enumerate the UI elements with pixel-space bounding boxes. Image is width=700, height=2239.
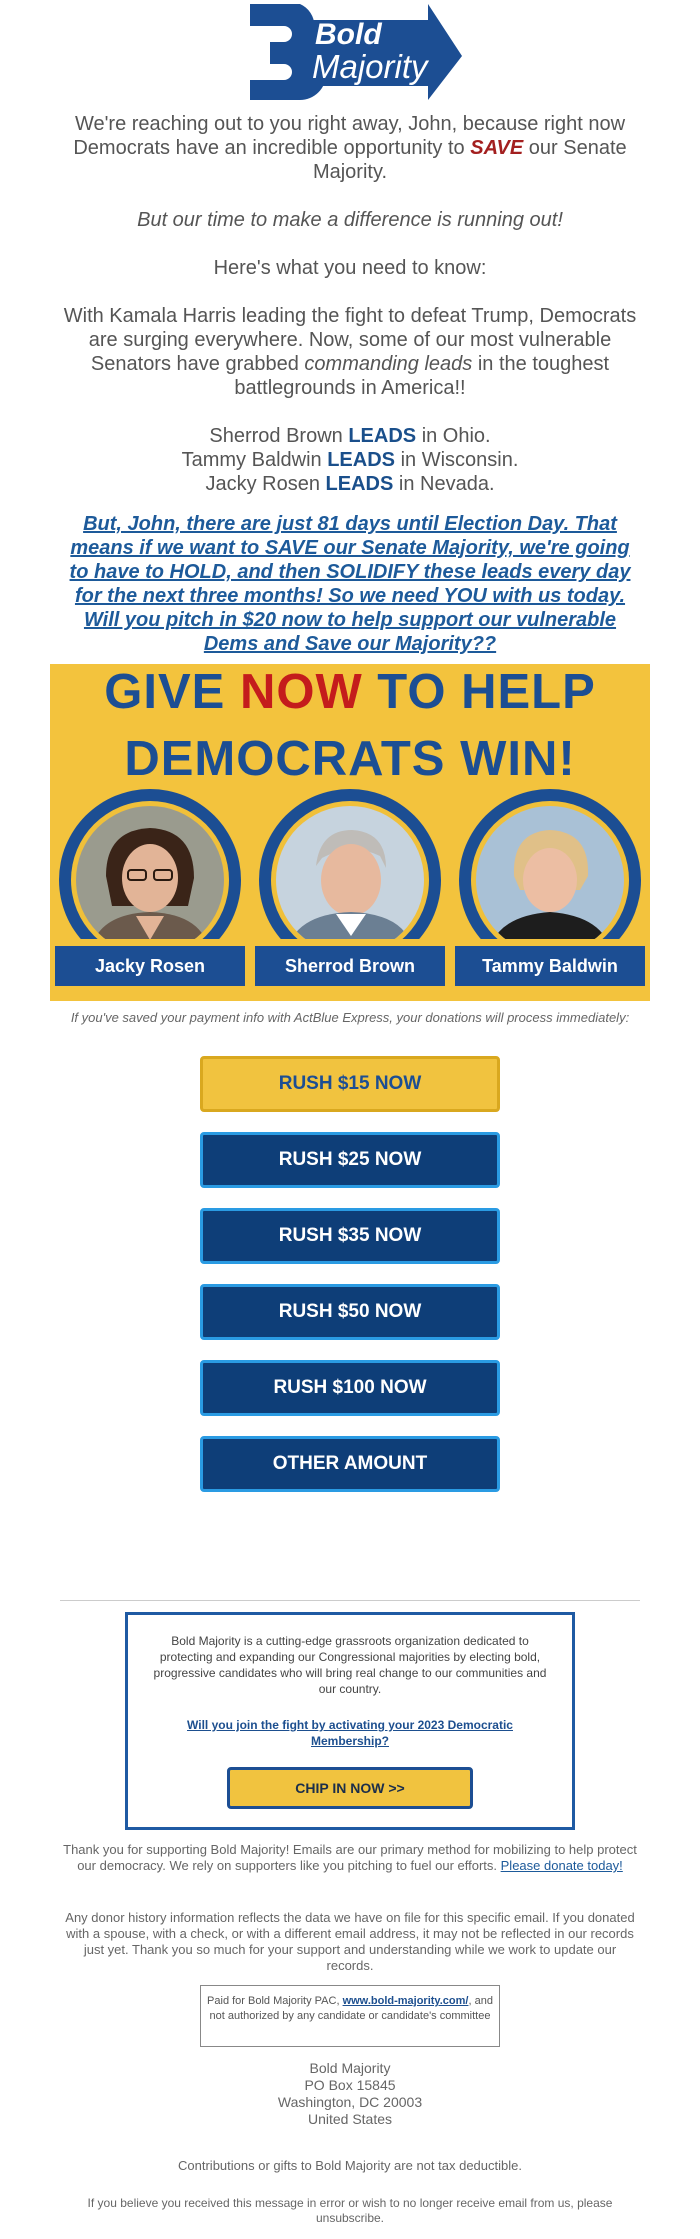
- person-icon: [76, 806, 224, 954]
- candidate-card: [455, 789, 645, 1001]
- leads-word: LEADS: [348, 425, 417, 447]
- surging-paragraph: [55, 304, 645, 400]
- section-divider: [60, 1600, 640, 1601]
- save-emphasis: SAVE: [470, 137, 524, 159]
- lead-name: Tammy Baldwin: [181, 449, 322, 471]
- portrait-ring-inner: [271, 801, 429, 959]
- candidate-name-plate: Sherrod Brown: [255, 946, 445, 986]
- address-line: Bold Majority: [309, 2060, 391, 2076]
- lead-line: [55, 448, 645, 472]
- person-icon: [476, 806, 624, 954]
- membership-link[interactable]: Will you join the fight by activating your 2023 Democratic Membership?: [187, 1718, 513, 1748]
- website-link[interactable]: www.bold-majority.com/: [342, 1995, 469, 2007]
- need-to-know-text: Here's what you need to know:: [213, 257, 487, 279]
- candidate-portrait: [476, 806, 624, 954]
- lead-where: in Ohio.: [421, 425, 491, 447]
- lead-where: in Wisconsin.: [400, 449, 519, 471]
- portrait-ring-inner: [71, 801, 229, 959]
- logo-text-majority: Majority: [312, 48, 428, 85]
- mailing-address: [60, 2060, 640, 2128]
- banner-headline-1: [50, 664, 650, 720]
- running-out-text: But our time to make a difference is running out!: [137, 209, 563, 231]
- person-icon: [276, 806, 424, 954]
- thanks-text: Thank you for supporting Bold Majority! Emails are our primary method for mobilizing to help protect our democracy. We rely on supporters like you pitching to fuel our efforts.: [63, 1842, 637, 1873]
- lead-name: Jacky Rosen: [205, 473, 320, 495]
- banner-headline-2: DEMOCRATS WIN!: [124, 732, 576, 786]
- rush-25-button[interactable]: RUSH $25 NOW: [200, 1132, 500, 1188]
- donate-today-link[interactable]: Please donate today!: [500, 1858, 623, 1873]
- organization-description: Bold Majority is a cutting-edge grassroots organization dedicated to protecting and expanding our Congressional majorities by electing bold, progressive candidates who will bring real change to our communities and our country.: [153, 1634, 547, 1696]
- paid-text-end: , and not authorized by any candidate or candidate's committee: [209, 1995, 493, 2022]
- banner-give: GIVE: [104, 665, 240, 719]
- lead-line: [55, 472, 645, 496]
- rush-15-button[interactable]: RUSH $15 NOW: [200, 1056, 500, 1112]
- surging-text-end: in the toughest battlegrounds in America!!: [234, 353, 610, 399]
- lead-where: in Nevada.: [398, 473, 495, 495]
- rush-35-button[interactable]: RUSH $35 NOW: [200, 1208, 500, 1264]
- candidate-card: [55, 789, 245, 1001]
- intro-text-end: our Senate Majority.: [312, 137, 627, 183]
- banner-now: NOW: [239, 665, 363, 719]
- rush-50-button[interactable]: RUSH $50 NOW: [200, 1284, 500, 1340]
- intro-paragraph: [55, 112, 645, 184]
- unsubscribe-note[interactable]: If you believe you received this message in error or wish to no longer receive email from us, please unsubscribe.: [87, 2196, 613, 2225]
- membership-box: [125, 1612, 575, 1830]
- intro-text: We're reaching out to you right away, John, because right now Democrats have an incredible opportunity to: [73, 113, 626, 159]
- lead-name: Sherrod Brown: [209, 425, 343, 447]
- leads-word: LEADS: [327, 449, 396, 471]
- rush-100-button[interactable]: RUSH $100 NOW: [200, 1360, 500, 1416]
- lead-line: [55, 424, 645, 448]
- actblue-express-note: If you've saved your payment info with ActBlue Express, your donations will process immediately:: [70, 1010, 630, 1025]
- leads-word: LEADS: [325, 473, 394, 495]
- thanks-paragraph: [60, 1842, 640, 1874]
- address-line: Washington, DC 20003: [277, 2094, 423, 2110]
- chip-in-now-button[interactable]: CHIP IN NOW >>: [227, 1767, 473, 1809]
- candidate-card: [255, 789, 445, 1001]
- paid-for-disclaimer: [200, 1985, 500, 2047]
- donor-history-note: Any donor history information reflects the data we have on file for this specific email. If you donated with a spouse, with a check, or with a different email address, it may not be reflected in our records just yet. Thank you so much for your support and understanding while we work to update our records.: [65, 1910, 635, 1973]
- candidate-portrait: [276, 806, 424, 954]
- candidate-name-plate: Jacky Rosen: [55, 946, 245, 986]
- address-line: PO Box 15845: [304, 2077, 396, 2093]
- donate-20-link[interactable]: But, John, there are just 81 days until Election Day. That means if we want to SAVE our Senate Majority, we're going to have to HOLD, and then SOLIDIFY these leads every day for the next three months! So we need YOU with us today. Will you pitch in $20 now to help support our vulnerable Dems and Save our Majority??: [69, 513, 631, 655]
- portrait-ring-inner: [471, 801, 629, 959]
- candidate-name-plate: Tammy Baldwin: [455, 946, 645, 986]
- surging-text: With Kamala Harris leading the fight to defeat Trump, Democrats are surging everywhere. Now, some of our most vulnerable Senators have grabbed: [63, 305, 637, 375]
- give-now-banner[interactable]: [50, 664, 650, 1001]
- address-line: United States: [307, 2111, 393, 2127]
- candidate-portrait: [76, 806, 224, 954]
- tax-deductible-note: Contributions or gifts to Bold Majority are not tax deductible.: [178, 2158, 522, 2173]
- banner-to-help: TO HELP: [362, 665, 596, 719]
- bold-majority-logo[interactable]: [240, 0, 470, 104]
- leads-list: [55, 424, 645, 496]
- logo-text-bold: Bold: [315, 18, 382, 51]
- paid-text: Paid for Bold Majority PAC,: [207, 1995, 343, 2007]
- other-amount-button[interactable]: OTHER AMOUNT: [200, 1436, 500, 1492]
- commanding-leads-emphasis: commanding leads: [304, 353, 473, 375]
